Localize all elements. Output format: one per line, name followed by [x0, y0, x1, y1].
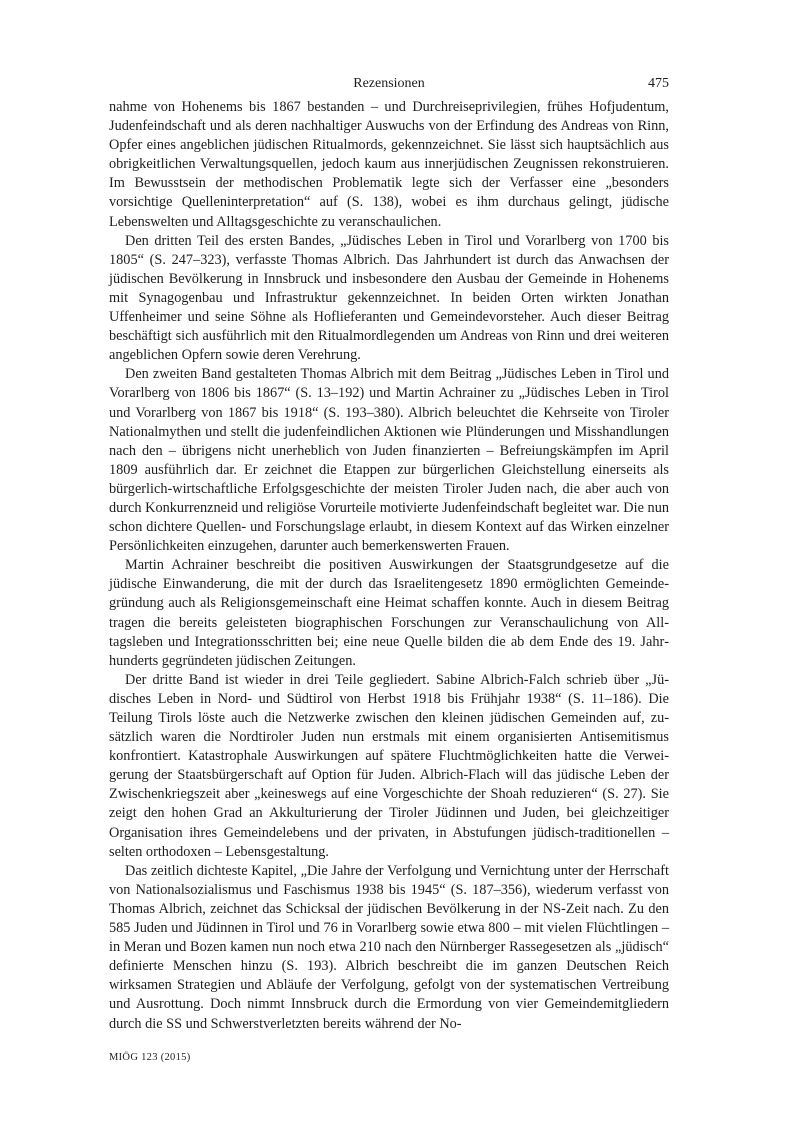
- page-number: 475: [648, 76, 669, 91]
- article-body: [109, 98, 669, 1034]
- paragraph: nahme von Hohenems bis 1867 bestanden – und Durchreiseprivilegien, frühes Hofjudentum, Judenfeindschaft und als deren nachhaltiger Auswuchs von der Erfindung des Andreas von Rinn, Opfer eines angeblichen jüdischen Ritualmords, gekennzeichnet. Sie lässt sich hauptsächlich aus obrigkeitlichen Verwaltungsquellen, jedoch kaum aus innerjüdischen Zeugnissen rekonstruieren. Im Bewusstsein der methodischen Problematik legte sich der Verfasser eine „besonders vorsichtige Quelleninterpretation“ auf (S. 138), wobei es ihm durchaus gelingt, jüdische Lebenswelten und Alltagsgeschichte zu veranschaulichen.: [109, 99, 669, 230]
- paragraph: Der dritte Band ist wieder in drei Teile gegliedert. Sabine Albrich-Falch schrieb über „Jüdisches Leben in Nord- und Südtirol von Herbst 1918 bis Frühjahr 1938“ (S. 11–186). Die Teilung Tirols löste auch die Netzwerke zwischen den kleinen jüdischen Gemeinden auf, zusätzlich waren die Nordtiroler Juden nun erstmals mit einem organisierten Antisemitismus konfrontiert. Katastrophale Auswirkungen auf spätere Fluchtmöglichkeiten hatte die Verweigerung der Staatsbürgerschaft auf Option für Juden. Albrich-Flach will das jüdische Leben der Zwischenkriegszeit aber „keineswegs auf eine Vorgeschichte der Shoah reduzieren“ (S. 27). Sie zeigt den hohen Grad an Akkulturierung der Tiroler Jüdinnen und Juden, bei gleichzeitiger Organisation ihres Gemeindelebens und der privaten, in Abstufungen jüdisch-traditionellen – selten orthodoxen – Lebensgestaltung.: [109, 671, 669, 860]
- paragraph: Den zweiten Band gestalteten Thomas Albrich mit dem Beitrag „Jüdisches Leben in Tirol und Vorarlberg von 1806 bis 1867“ (S. 13–192) und Martin Achrainer zu „Jüdisches Leben in Tirol und Vorarlberg von 1867 bis 1918“ (S. 193–380). Albrich beleuchtet die Kehrseite von Tiroler Nationalmythen und stellt die judenfeindlichen Aktionen wie Plünderungen und Misshandlungen nach den – übrigens nicht unerheblich von Juden finanzierten – Befreiungskämpfen im April 1809 ausführlich dar. Er zeichnet die Etappen zur bürgerlichen Gleichstellung einerseits als bürgerlich-wirtschaftliche Erfolgsgeschichte der meisten Tiroler Juden nach, die aber auch von durch Konkurrenzneid und religiöse Vorurteile motivierte Judenfeindschaft begleitet war. Die nun schon dichtere Quellen- und Forschungslage erlaubt, in diesem Kontext auf das Wirken einzelner Persönlichkeiten einzugehen, darunter auch bemerkenswerten Frauen.: [109, 366, 669, 555]
- paragraph: Den dritten Teil des ersten Bandes, „Jüdisches Leben in Tirol und Vorarlberg von 1700 bis 1805“ (S. 247–323), verfasste Thomas Albrich. Das Jahrhundert ist durch das Anwachsen der jüdischen Bevölkerung in Innsbruck und insbesondere den Ausbau der Gemeinde in Hohenems mit Synagogenbau und Infrastruktur gekennzeichnet. In beiden Orten wirkten Jonathan Uffenheimer und seine Söhne als Hoflieferanten und Gemeindevorsteher. Auch dieser Beitrag beschäftigt sich ausführlich mit den Ritualmordlegenden um Andreas von Rinn und drei weiteren angeblichen Opfern sowie deren Verehrung.: [109, 232, 669, 364]
- paragraph: Martin Achrainer beschreibt die positiven Auswirkungen der Staatsgrundgesetze auf die jüdische Einwanderung, die mit der durch das Israelitengesetz 1890 ermöglichten Gemeindegründung auch als Religionsgemeinschaft eine Heimat schaffen konnte. Auch in diesem Beitrag tragen die bereits geleisteten biographischen Forschungen zur Veranschaulichung von Alltagsleben und Integrationsschritten bei; eine neue Quelle bilden die ab dem Ende des 19. Jahrhunderts gegründeten jüdischen Zeitungen.: [109, 557, 669, 669]
- journal-footer: MIÖG 123 (2015): [109, 1052, 191, 1063]
- running-title: Rezensionen: [353, 76, 425, 91]
- running-header: [109, 76, 669, 96]
- paragraph: Das zeitlich dichteste Kapitel, „Die Jahre der Verfolgung und Vernichtung unter der Herrschaft von Nationalsozialismus und Faschismus 1938 bis 1945“ (S. 187–356), wiederum verfasst von Thomas Albrich, zeichnet das Schicksal der jüdischen Bevölkerung in der NS-Zeit nach. Zu den 585 Juden und Jüdinnen in Tirol und 76 in Vorarlberg sowie etwa 800 – mit vielen Flüchtlingen – in Meran und Bozen kamen nun noch etwa 210 nach den Nürnberger Rassegesetzen als „jüdisch“ definierte Menschen hinzu (S. 193). Albrich beschreibt die im ganzen Deutschen Reich wirksamen Strategien und Abläufe der Verfolgung, gefolgt von der systematischen Vertreibung und Ausrottung. Doch nimmt Innsbruck durch die Ermordung von vier Gemeindemitgliedern durch die SS und Schwerstverletzten bereits während der No-: [109, 862, 669, 1032]
